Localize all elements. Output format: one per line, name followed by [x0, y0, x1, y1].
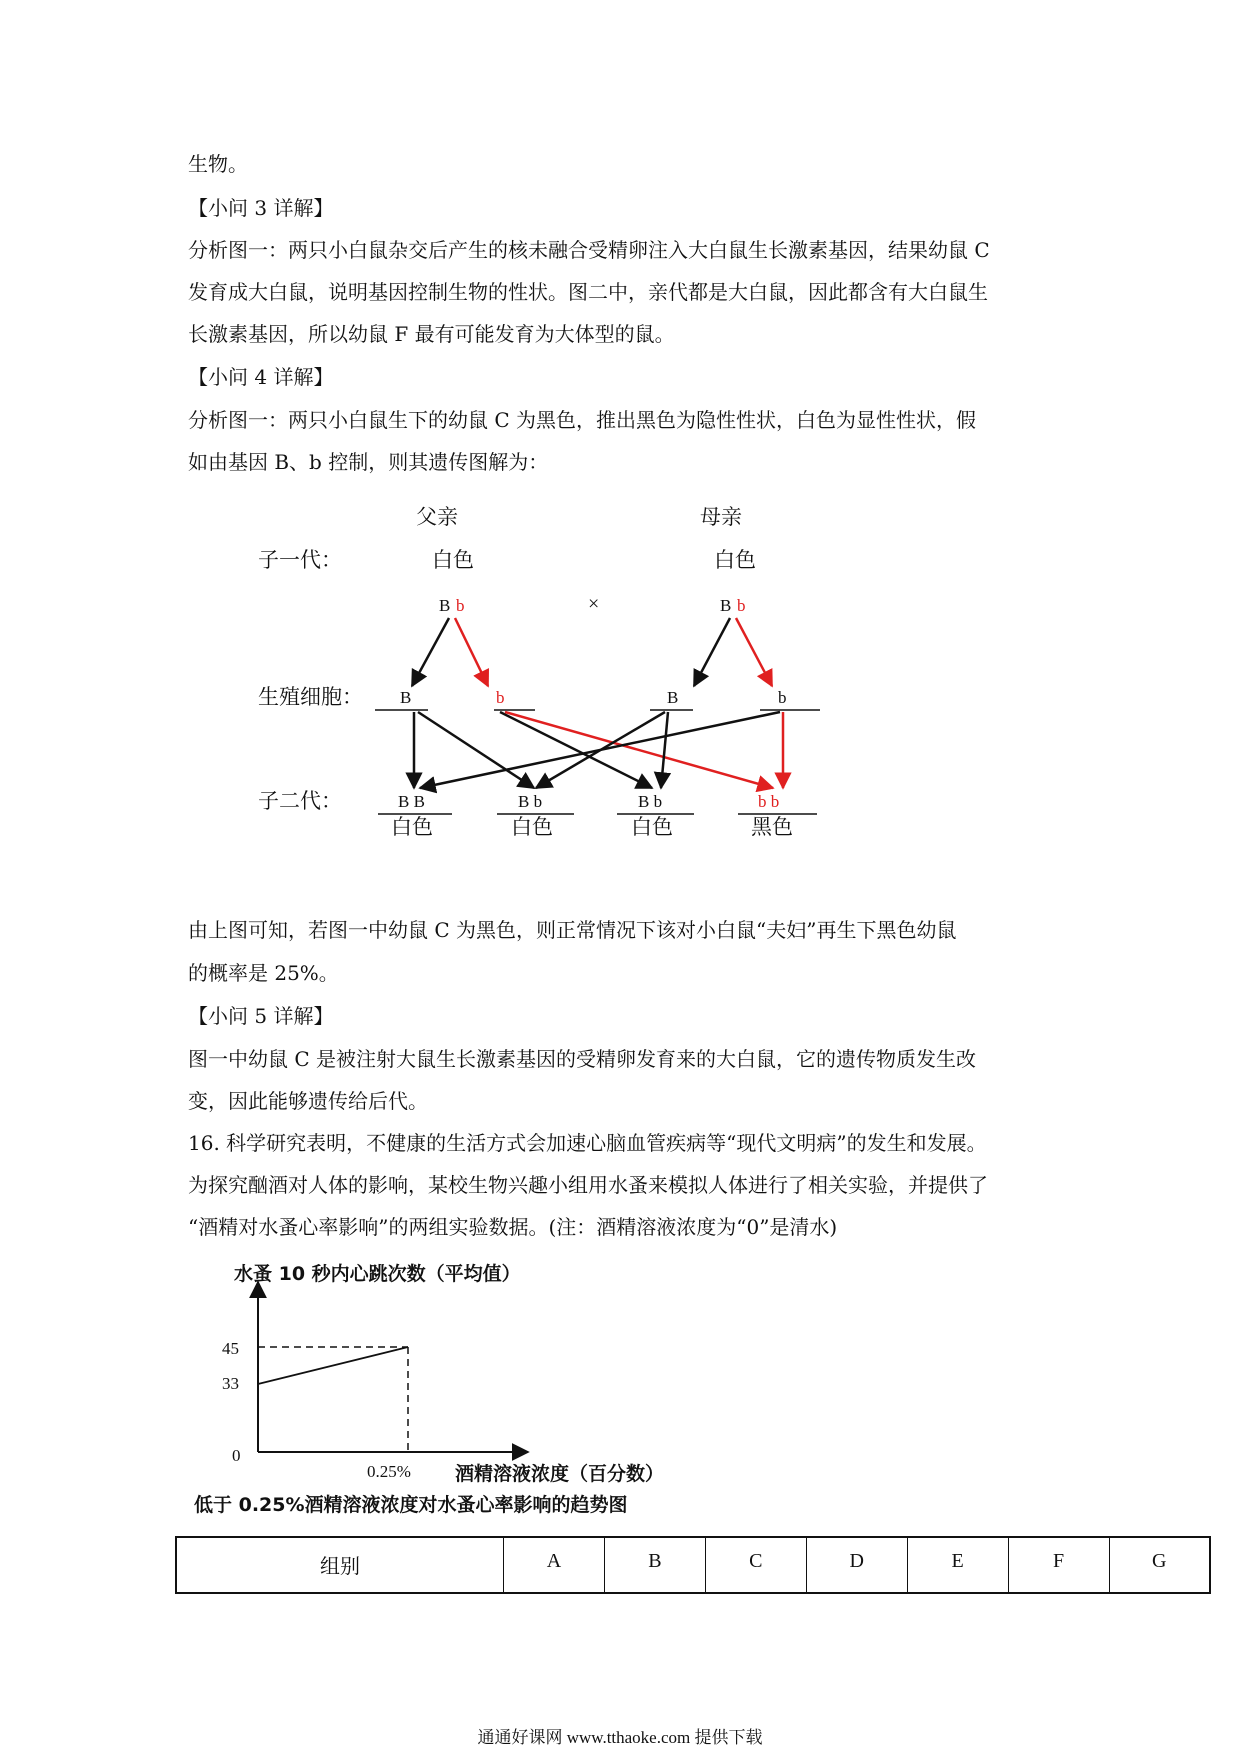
- chart-title: 低于 0.25%酒精溶液浓度对水蚤心率影响的趋势图: [194, 1494, 628, 1516]
- question-16-line-3: “酒精对水蚤心率影响”的两组实验数据。(注：酒精溶液浓度为“0”是清水): [188, 1215, 838, 1239]
- subquestion-4-conclusion-line-2: 的概率是 25%。: [188, 961, 339, 985]
- y-tick-33: 33: [222, 1374, 239, 1393]
- trend-line: [258, 1347, 408, 1384]
- gamete-label: 生殖细胞：: [258, 685, 363, 709]
- gamete-father-dominant: B: [400, 688, 412, 707]
- group-table: [175, 1536, 1211, 1594]
- origin-label: 0: [232, 1446, 241, 1465]
- subquestion-5-heading: 【小问 5 详解】: [188, 1004, 334, 1028]
- gamete-mother-dominant: B: [667, 688, 679, 707]
- subquestion-4-heading: 【小问 4 详解】: [188, 365, 334, 389]
- subquestion-4-conclusion-line-1: 由上图可知，若图一中幼鼠 C 为黑色，则正常情况下该对小白鼠“夫妇”再生下黑色幼鼠: [188, 918, 957, 942]
- mother-label: 母亲: [700, 505, 742, 529]
- father-label: 父亲: [416, 505, 458, 529]
- subquestion-3-text-line-1: 分析图一：两只小白鼠杂交后产生的核未融合受精卵注入大白鼠生长激素基因，结果幼鼠 C: [188, 238, 990, 262]
- offspring-4-genotype: b b: [758, 792, 780, 811]
- table-cell-group-e: E: [907, 1537, 1008, 1593]
- table-cell-group-d: D: [806, 1537, 907, 1593]
- subquestion-3-heading: 【小问 3 详解】: [188, 196, 334, 220]
- offspring-1-phenotype: 白色: [391, 815, 433, 839]
- offspring-3-phenotype: 白色: [631, 815, 673, 839]
- table-cell-group-c: C: [705, 1537, 806, 1593]
- subquestion-3-text-line-3: 长激素基因，所以幼鼠 F 最有可能发育为大体型的鼠。: [188, 322, 675, 346]
- gamete-mother-recessive: b: [778, 688, 787, 707]
- x-tick-0-25: 0.25%: [367, 1462, 411, 1481]
- chart-ylabel: 水蚤 10 秒内心跳次数（平均值）: [234, 1263, 521, 1285]
- offspring-2-genotype: B b: [518, 792, 543, 811]
- mother-allele-dominant: B: [720, 596, 732, 615]
- mother-phenotype: 白色: [714, 548, 756, 572]
- table-cell-group-b: B: [604, 1537, 705, 1593]
- father-phenotype: 白色: [432, 548, 474, 572]
- subquestion-4-text-line-2: 如由基因 B、b 控制，则其遗传图解为：: [188, 450, 549, 474]
- offspring-4-phenotype: 黑色: [751, 815, 793, 839]
- gamete-father-recessive: b: [496, 688, 505, 707]
- offspring-2-phenotype: 白色: [511, 815, 553, 839]
- page-footer: 通通好课网 www.tthaoke.com 提供下载: [477, 1728, 763, 1747]
- question-16-line-2: 为探究酗酒对人体的影响，某校生物兴趣小组用水蚤来模拟人体进行了相关实验，并提供了: [188, 1173, 988, 1197]
- father-allele-recessive: b: [456, 596, 465, 615]
- father-allele-dominant: B: [439, 596, 451, 615]
- y-tick-45: 45: [222, 1339, 239, 1358]
- subquestion-5-text-line-2: 变，因此能够遗传给后代。: [188, 1089, 428, 1113]
- table-cell-group-f: F: [1008, 1537, 1109, 1593]
- mother-allele-recessive: b: [737, 596, 746, 615]
- table-cell-group-a: A: [504, 1537, 605, 1593]
- generation-2-label: 子二代：: [258, 789, 342, 813]
- subquestion-5-text-line-1: 图一中幼鼠 C 是被注射大鼠生长激素基因的受精卵发育来的大白鼠，它的遗传物质发生改: [188, 1047, 977, 1071]
- subquestion-3-text-line-2: 发育成大白鼠，说明基因控制生物的性状。图二中，亲代都是大白鼠，因此都含有大白鼠生: [188, 280, 988, 304]
- paragraph-continuation: 生物。: [188, 152, 248, 176]
- offspring-3-genotype: B b: [638, 792, 663, 811]
- question-16-line-1: 16. 科学研究表明，不健康的生活方式会加速心脑血管疾病等“现代文明病”的发生和发展。: [188, 1131, 987, 1155]
- cross-symbol: ×: [588, 593, 600, 615]
- offspring-1-genotype: B B: [398, 792, 425, 811]
- table-header-cell: 组别: [176, 1537, 504, 1593]
- chart-xlabel: 酒精溶液浓度（百分数）: [455, 1463, 665, 1485]
- table-row: [176, 1537, 1210, 1593]
- subquestion-4-text-line-1: 分析图一：两只小白鼠生下的幼鼠 C 为黑色，推出黑色为隐性性状，白色为显性性状，假: [188, 408, 977, 432]
- generation-1-label: 子一代：: [258, 548, 342, 572]
- table-cell-group-g: G: [1109, 1537, 1210, 1593]
